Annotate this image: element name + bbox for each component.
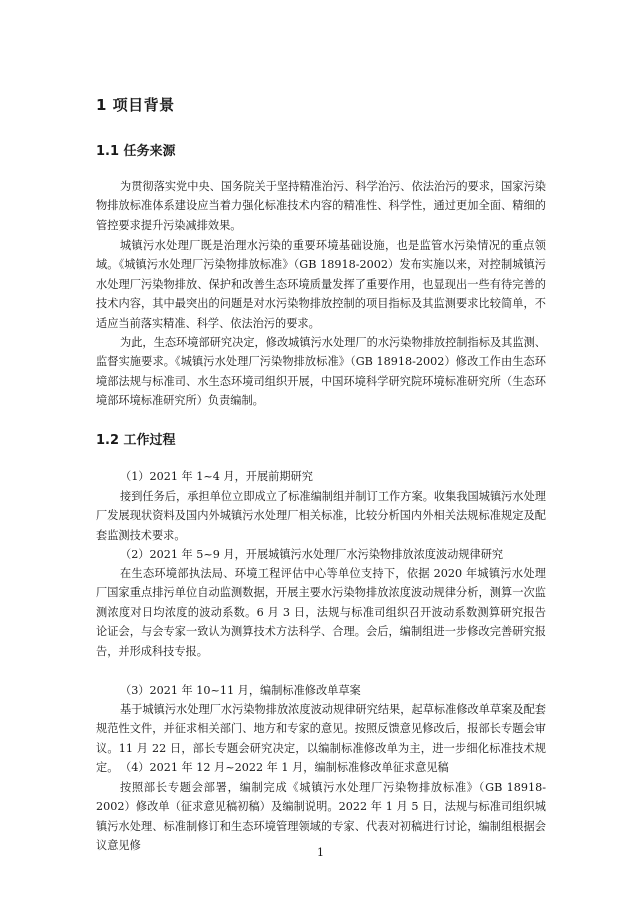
- work-stage-heading: （4）2021 年 12 月~2022 年 1 月，编制标准修改单征求意见稿: [120, 761, 449, 774]
- paragraph: 为此，生态环境部研究决定，修改城镇污水处理厂的水污染物排放控制指标及其监测、监督实施要求。《城镇污水处理厂污染物排放标准》（GB 18918-2002）修改工作由生态环境部法规与标准司、水生态环境司组织开展，中国环境科学研究院环境标准研究所（生态环境部环境标准研究所）负责编制。: [96, 336, 546, 408]
- paragraph: 城镇污水处理厂既是治理水污染的重要环境基础设施，也是监管水污染情况的重点领域。《城镇污水处理厂污染物排放标准》（GB 18918-2002）发布实施以来，对控制城镇污水处理厂污染物排放、保护和改善生态环境质量发挥了重要作用，也显现出一些有待完善的技术内容，其中最突出的问题是对水污染物排放控制的项目指标及其监测要求比较简单，不适应当前落实精准、科学、依法治污的要求。: [96, 239, 546, 330]
- paragraph: 在生态环境部执法局、环境工程评估中心等单位支持下，依据 2020 年城镇污水处理厂国家重点排污单位自动监测数据，开展主要水污染物排放浓度波动规律分析，测算一次监测浓度对日均浓度的波动系数。6 月 3 日，法规与标准司组织召开波动系数测算研究报告论证会，与会专家一致认为测算技术方法科学、合理。会后，编制组进一步修改完善研究报告，并形成科技专报。: [96, 567, 546, 658]
- page-number: 1: [317, 846, 324, 859]
- work-stage-heading: （3）2021 年 10~11 月，编制标准修改单草案: [120, 684, 361, 697]
- work-stage-heading: （1）2021 年 1~4 月，开展前期研究: [120, 470, 313, 483]
- paragraph: 接到任务后，承担单位立即成立了标准编制组并制订工作方案。收集我国城镇污水处理厂发展现状资料及国内外城镇污水处理厂相关标准，比较分析国内外相关法规标准规定及配套监测技术要求。: [96, 490, 546, 542]
- paragraph: 基于城镇污水处理厂水污染物排放浓度波动规律研究结果，起草标准修改单草案及配套规范性文件，并征求相关部门、地方和专家的意见。按照反馈意见修改后，报部长专题会审议。11 月 22 日，部长专题会研究决定，以编制标准修改单为主，进一步细化标准技术规定。: [96, 703, 546, 775]
- paragraph: 按照部长专题会部署，编制完成《城镇污水处理厂污染物排放标准》（GB 18918-2002）修改单（征求意见稿初稿）及编制说明。2022 年 1 月 5 日，法规与标准司组织城镇污水处理、标准制修订和生态环境管理领域的专家、代表对初稿进行讨论，编制组根据会议意见修: [96, 781, 546, 853]
- section-heading-1-2: 1.2 工作过程: [96, 433, 176, 448]
- section-heading-1: 1 项目背景: [96, 96, 175, 114]
- paragraph: 为贯彻落实党中央、国务院关于坚持精准治污、科学治污、依法治污的要求，国家污染物排放标准体系建设应当着力强化标准技术内容的精准性、科学性，通过更加全面、精细的管控要求提升污染减排效果。: [96, 180, 546, 232]
- section-heading-1-1: 1.1 任务来源: [96, 144, 176, 159]
- work-stage-heading: （2）2021 年 5~9 月，开展城镇污水处理厂水污染物排放浓度波动规律研究: [120, 548, 504, 561]
